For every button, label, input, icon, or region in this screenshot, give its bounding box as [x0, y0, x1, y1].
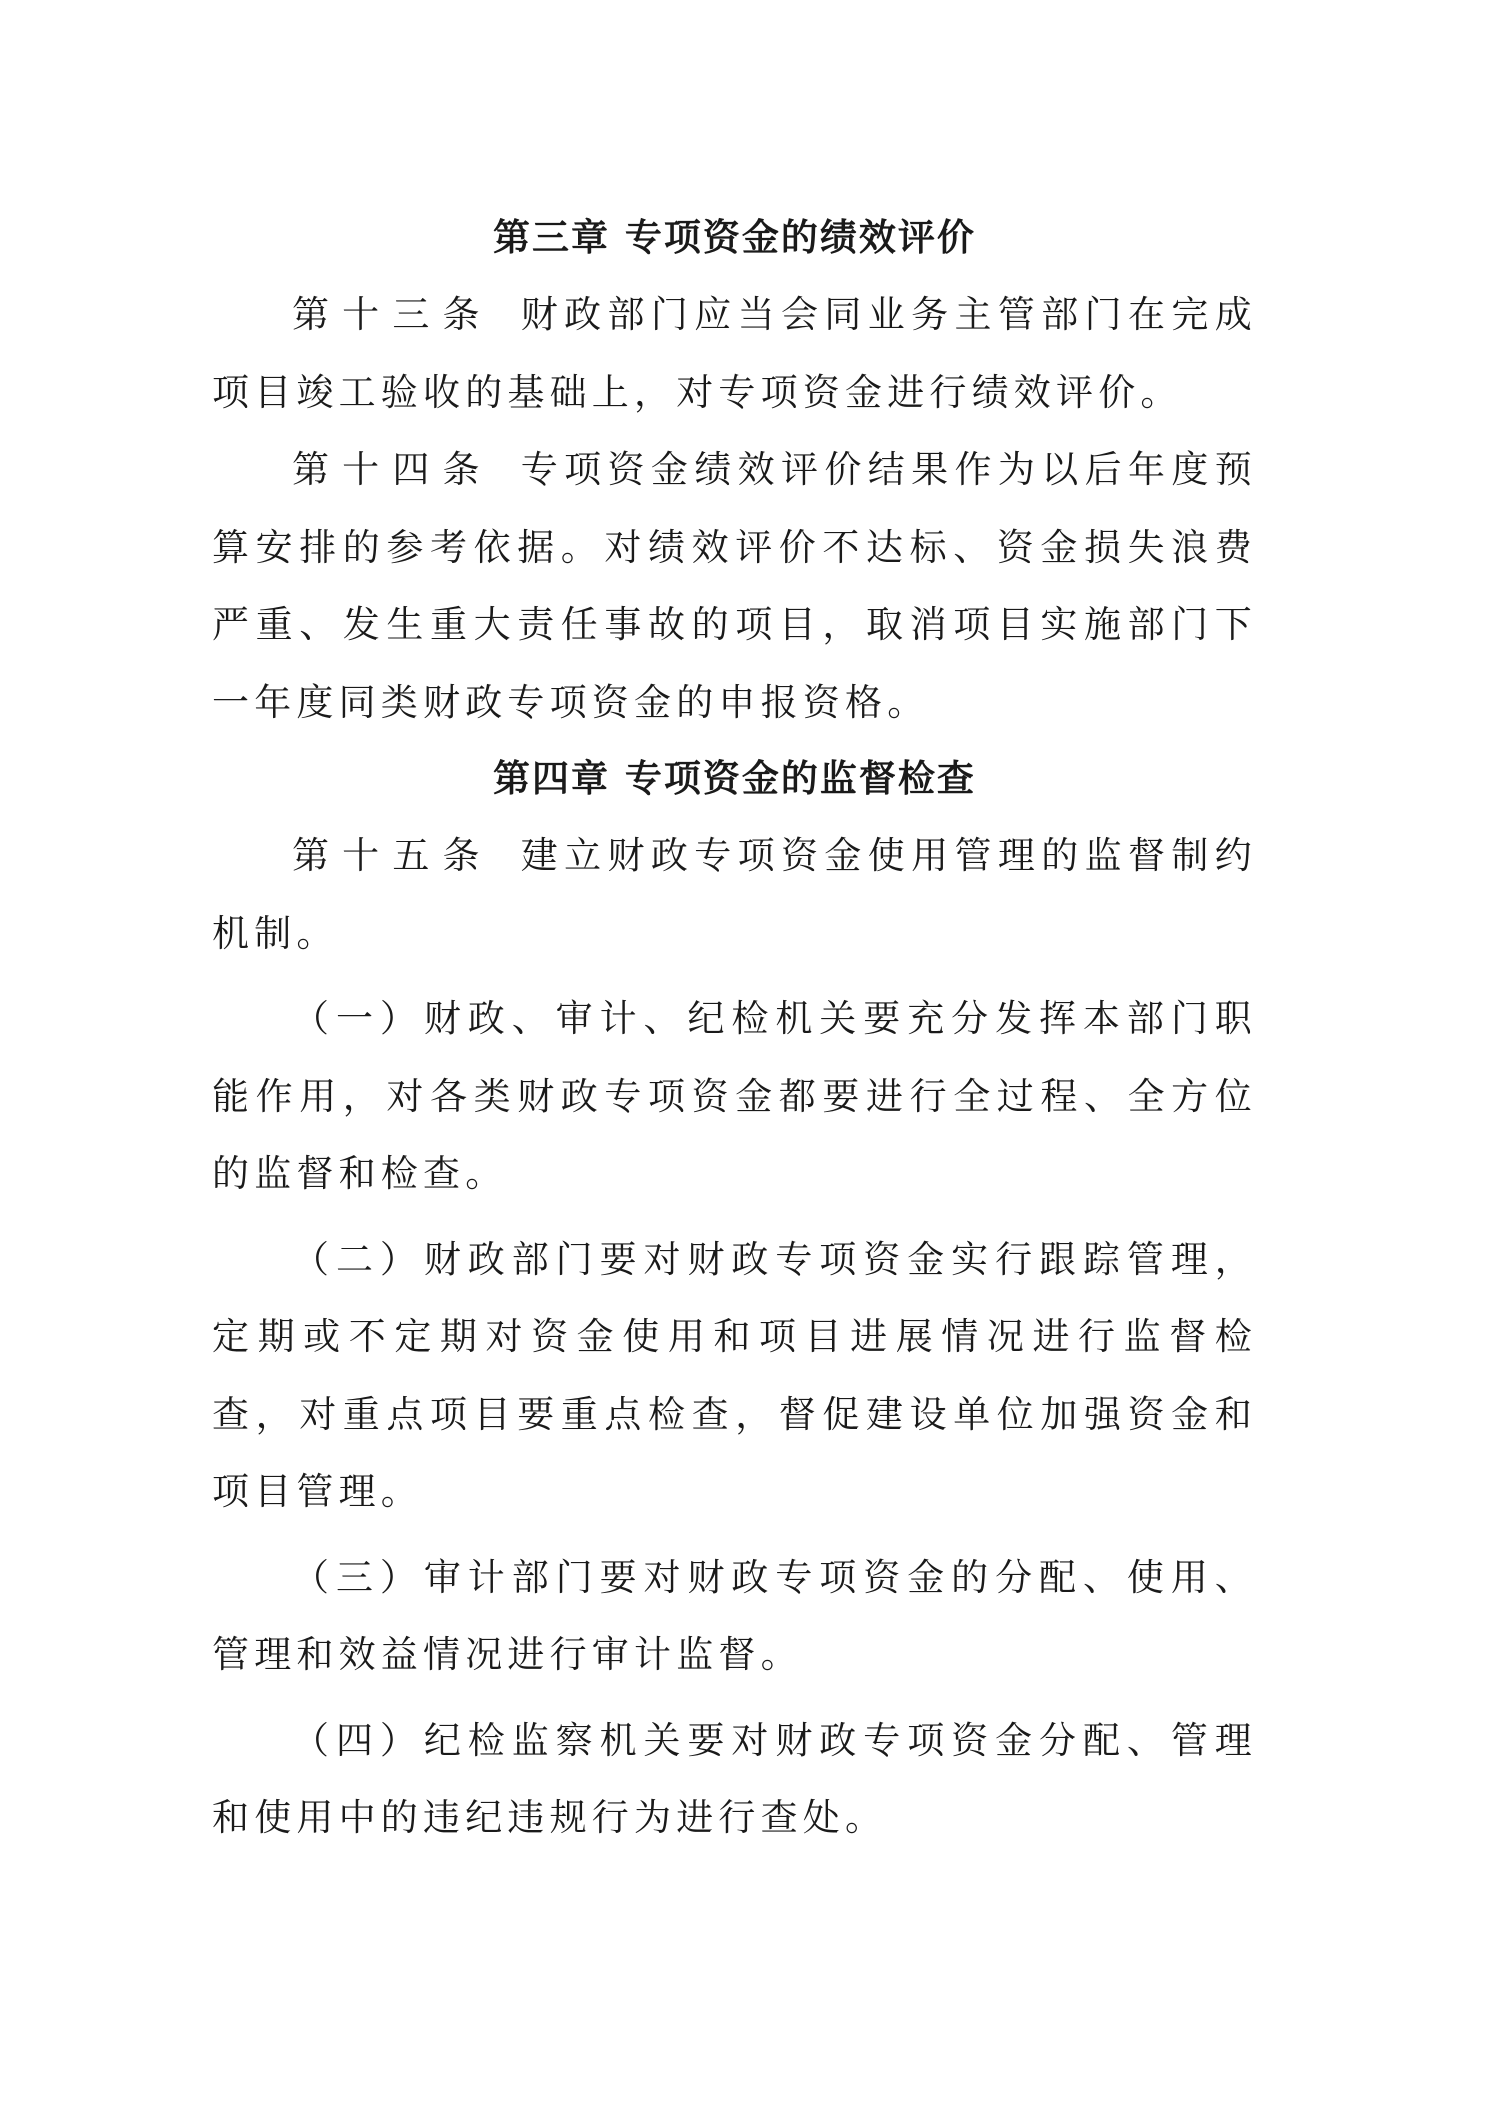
item-three: （三）审计部门要对财政专项资金的分配、使用、管理和效益情况进行审计监督。 [212, 1555, 1257, 1676]
item-one: （一）财政、审计、纪检机关要充分发挥本部门职能作用，对各类财政专项资金都要进行全过程、全方位的监督和检查。 [212, 997, 1257, 1195]
chapter-three-title: 第三章 专项资金的绩效评价 [493, 216, 976, 259]
article-fifteen-label: 第十五条 [292, 834, 493, 877]
article-fourteen-label: 第十四条 [292, 448, 493, 491]
article-fourteen [212, 431, 1257, 741]
article-thirteen-text: 财政部门应当会同业务主管部门在完成项目竣工验收的基础上，对专项资金进行绩效评价。 [212, 293, 1257, 414]
article-fifteen-text: 建立财政专项资金使用管理的监督制约机制。 [212, 834, 1257, 955]
document-content [212, 200, 1257, 1857]
article-fourteen-text: 专项资金绩效评价结果作为以后年度预算安排的参考依据。对绩效评价不达标、资金损失浪费严重、发生重大责任事故的项目，取消项目实施部门下一年度同类财政专项资金的申报资格。 [212, 448, 1257, 724]
article-thirteen [212, 276, 1257, 431]
article-fifteen [212, 817, 1257, 972]
article-thirteen-label: 第十三条 [292, 293, 493, 336]
item-four: （四）纪检监察机关要对财政专项资金分配、管理和使用中的违纪违规行为进行查处。 [212, 1718, 1257, 1839]
chapter-four-title: 第四章 专项资金的监督检查 [493, 757, 976, 800]
item-two: （二）财政部门要对财政专项资金实行跟踪管理，定期或不定期对资金使用和项目进展情况进行监督检查，对重点项目要重点检查，督促建设单位加强资金和项目管理。 [212, 1237, 1257, 1513]
